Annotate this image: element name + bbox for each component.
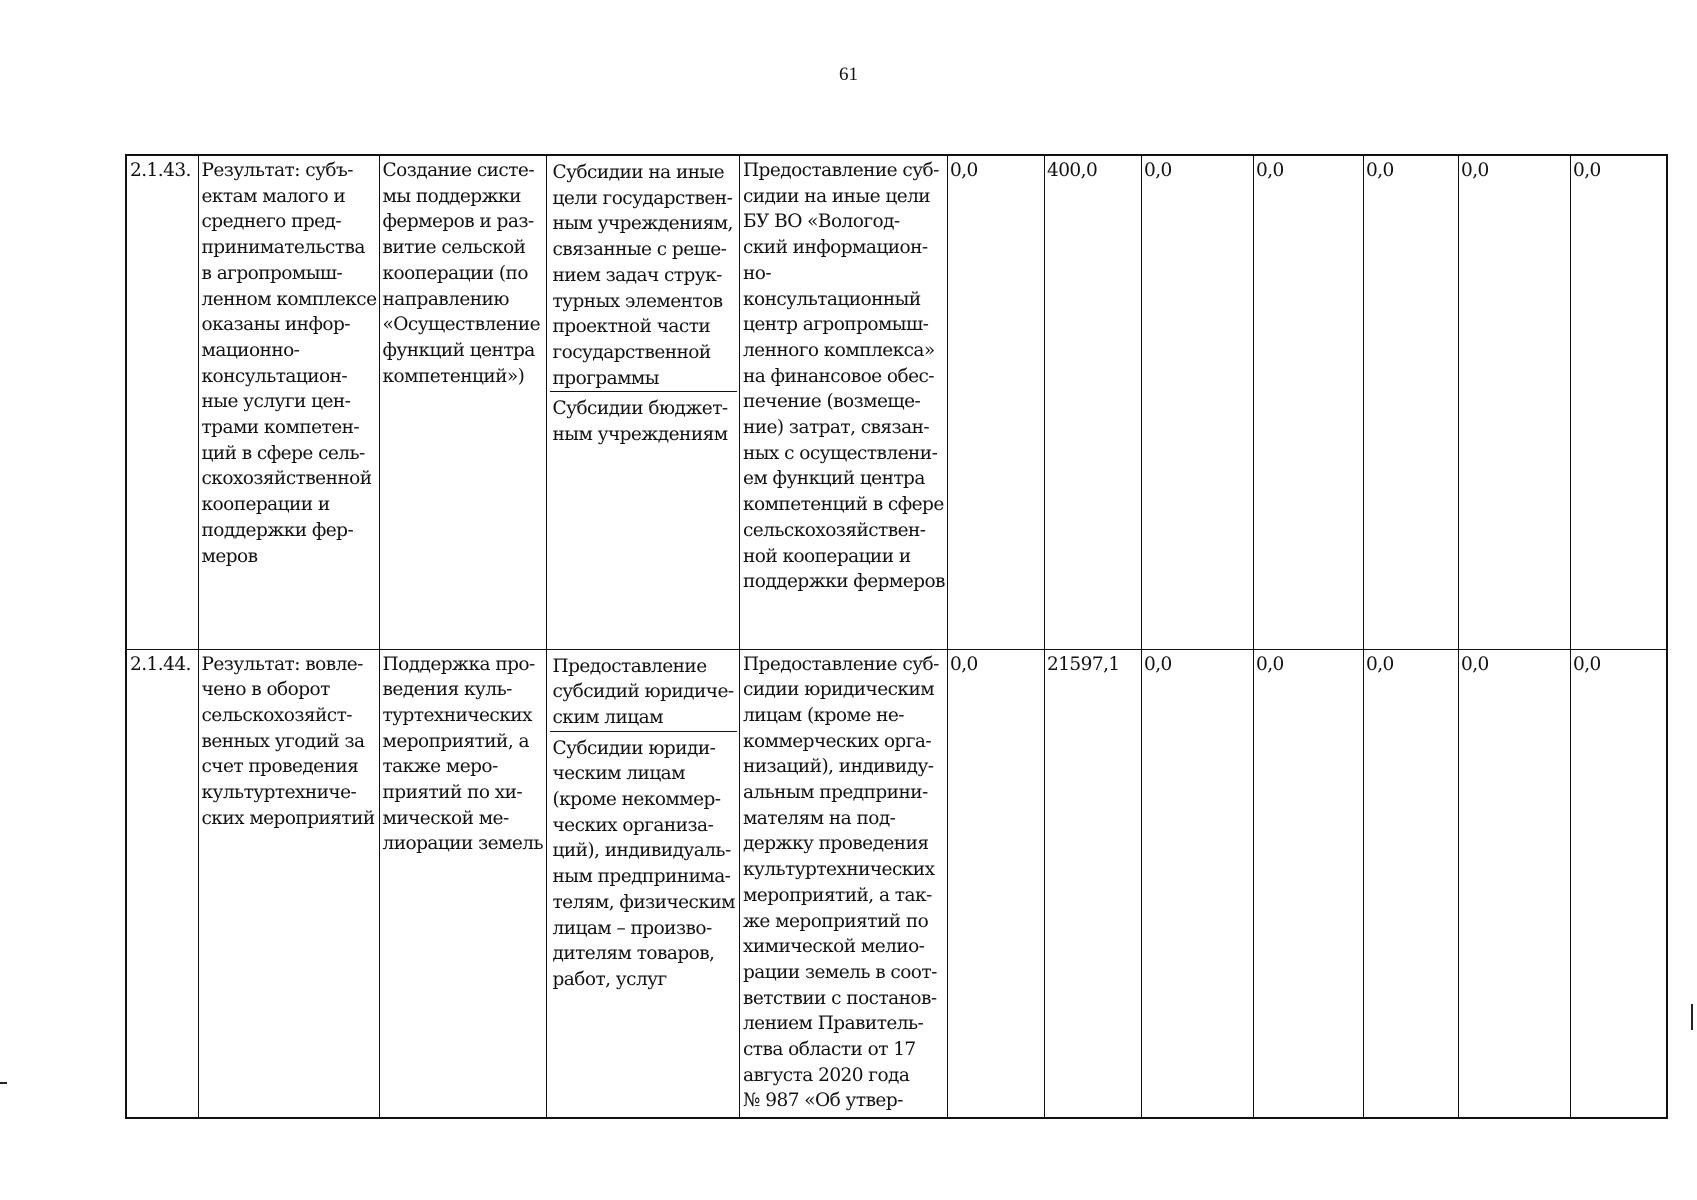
text-line: БУ ВО «Вологод- bbox=[742, 211, 900, 233]
value-cell bbox=[1458, 649, 1570, 1118]
text-line: поддержки фермеров bbox=[742, 571, 945, 593]
text-line: ский информацион- bbox=[742, 237, 928, 259]
text-line: Результат: вовле- bbox=[201, 653, 363, 675]
value-cell bbox=[1570, 649, 1667, 1118]
text-line: оказаны инфор- bbox=[201, 314, 350, 336]
text-line: ведения куль- bbox=[382, 679, 512, 701]
text-line: Предоставление суб- bbox=[742, 160, 939, 181]
text-line: компетенций в сфере bbox=[742, 494, 944, 516]
value-cell bbox=[1458, 155, 1570, 649]
text-line: культуртехниче- bbox=[201, 782, 357, 804]
text-line: меров bbox=[201, 545, 258, 567]
result-cell bbox=[198, 155, 379, 649]
text-line: ным предпринима- bbox=[552, 866, 731, 888]
text-line: Предоставление суб- bbox=[742, 653, 939, 675]
measure-cell bbox=[379, 155, 546, 649]
text-line: мы поддержки bbox=[382, 185, 521, 207]
text-line: ным учреждениям bbox=[552, 424, 728, 446]
text-line: Результат: субъ- bbox=[201, 160, 353, 181]
text-line: государственной bbox=[552, 341, 711, 363]
text-line: субсидий юридиче- bbox=[552, 681, 734, 703]
description-cell bbox=[739, 649, 947, 1118]
value-cell bbox=[1570, 155, 1667, 649]
value: 0,0 bbox=[949, 653, 978, 675]
text-line: низаций), индивиду- bbox=[742, 756, 934, 778]
text-line: (кроме некоммер- bbox=[552, 789, 721, 811]
value-cell bbox=[1363, 649, 1458, 1118]
description-cell bbox=[739, 155, 947, 649]
row-code-cell bbox=[126, 155, 198, 649]
text-line: программы bbox=[552, 367, 659, 389]
text-line: нием задач струк- bbox=[552, 264, 722, 286]
text-line: лиорации земель bbox=[382, 833, 543, 855]
text-line: ских мероприятий bbox=[201, 807, 375, 829]
text-line: работ, услуг bbox=[552, 968, 667, 990]
text-line: мателям на под- bbox=[742, 807, 896, 829]
text-line: проектной части bbox=[552, 316, 711, 338]
text-line: Субсидии на иные bbox=[552, 162, 725, 183]
row-code: 2.1.43. bbox=[130, 160, 191, 181]
text-line: счет проведения bbox=[201, 756, 359, 778]
text-line: лением Правитель- bbox=[742, 1013, 924, 1035]
text-line: ческим лицам bbox=[552, 763, 686, 785]
text-line: принимательства bbox=[201, 237, 365, 259]
subsidy-type bbox=[550, 158, 737, 392]
text-line: Поддержка про- bbox=[382, 653, 535, 675]
text-line: ектам малого и bbox=[201, 185, 346, 207]
subsidy-type-cell bbox=[546, 155, 739, 649]
text-line: альным предприни- bbox=[742, 782, 928, 804]
page-number: 61 bbox=[839, 64, 858, 85]
text-line: витие сельской bbox=[382, 237, 526, 259]
text-line: Субсидии бюджет- bbox=[552, 398, 728, 420]
text-line: сидии на иные цели bbox=[742, 185, 931, 207]
value-cell bbox=[1044, 649, 1141, 1118]
text-line: химической мелио- bbox=[742, 936, 925, 958]
value: 0,0 bbox=[1255, 160, 1284, 181]
text-line: кооперации и bbox=[201, 494, 330, 516]
text-line: центр агропромыш- bbox=[742, 314, 929, 336]
value-cell bbox=[1141, 155, 1253, 649]
text-line: коммерческих орга- bbox=[742, 730, 932, 752]
text-line: ческих организа- bbox=[552, 814, 714, 836]
text-line: ций), индивидуаль- bbox=[552, 840, 731, 862]
value-cell bbox=[1253, 649, 1363, 1118]
text-line: консультационный bbox=[742, 288, 921, 310]
text-line: но- bbox=[742, 262, 772, 284]
subsidy-type bbox=[550, 732, 737, 993]
row-code-cell bbox=[126, 649, 198, 1118]
value-cell bbox=[1253, 155, 1363, 649]
text-line: приятий по хи- bbox=[382, 782, 523, 804]
text-line: поддержки фер- bbox=[201, 519, 354, 541]
text-line: на финансовое обес- bbox=[742, 365, 934, 387]
text-line: трами компетен- bbox=[201, 417, 360, 439]
text-line: скохозяйственной bbox=[201, 468, 372, 490]
text-line: сельскохозяйст- bbox=[201, 704, 352, 726]
text-line: фермеров и раз- bbox=[382, 211, 534, 233]
text-line: венных угодий за bbox=[201, 730, 365, 752]
text-line: № 987 «Об утвер- bbox=[742, 1090, 903, 1112]
scan-edge-mark bbox=[0, 1082, 7, 1084]
text-line: держку проведения bbox=[742, 833, 929, 855]
text-line: лицам – произво- bbox=[552, 917, 712, 939]
value-cell bbox=[947, 155, 1044, 649]
text-line: Субсидии юриди- bbox=[552, 737, 716, 759]
text-line: печение (возмеще- bbox=[742, 391, 921, 413]
text-line: Создание систе- bbox=[382, 160, 535, 181]
text-line: ства области от 17 bbox=[742, 1039, 916, 1061]
text-line: сидии юридическим bbox=[742, 679, 935, 701]
value: 0,0 bbox=[1143, 160, 1172, 181]
text-line: рации земель в соот- bbox=[742, 961, 937, 983]
measure-cell bbox=[379, 649, 546, 1118]
text-line: также меро- bbox=[382, 756, 498, 778]
text-line: в агропромыш- bbox=[201, 262, 343, 284]
text-line: мационно- bbox=[201, 339, 300, 361]
text-line: ветствии с постанов- bbox=[742, 987, 937, 1009]
text-line: ем функций центра bbox=[742, 468, 925, 490]
value: 0,0 bbox=[1572, 160, 1601, 181]
text-line: ным учреждениям, bbox=[552, 213, 733, 235]
value: 0,0 bbox=[949, 160, 978, 181]
text-line: среднего пред- bbox=[201, 211, 342, 233]
text-line: ных с осуществлени- bbox=[742, 442, 938, 464]
value: 21597,1 bbox=[1046, 653, 1120, 675]
text-line: турных элементов bbox=[552, 290, 723, 312]
value-cell bbox=[1044, 155, 1141, 649]
text-line: мероприятий, а так- bbox=[742, 884, 932, 906]
text-line: дителям товаров, bbox=[552, 943, 715, 965]
text-line: сельскохозяйствен- bbox=[742, 519, 926, 541]
text-line: связанные с реше- bbox=[552, 239, 727, 261]
text-line: же мероприятий по bbox=[742, 910, 929, 932]
value: 0,0 bbox=[1255, 653, 1284, 675]
text-line: цели государствен- bbox=[552, 187, 733, 209]
text-line: ные услуги цен- bbox=[201, 391, 351, 413]
value: 0,0 bbox=[1572, 653, 1601, 675]
text-line: ной кооперации и bbox=[742, 545, 911, 567]
value: 0,0 bbox=[1365, 653, 1394, 675]
text-line: функций центра bbox=[382, 339, 535, 361]
value-cell bbox=[1363, 155, 1458, 649]
text-line: мической ме- bbox=[382, 807, 509, 829]
value: 0,0 bbox=[1143, 653, 1172, 675]
text-line: августа 2020 года bbox=[742, 1064, 910, 1086]
text-line: телям, физическим bbox=[552, 891, 735, 913]
text-line: ленном комплексе bbox=[201, 288, 377, 310]
text-line: «Осуществление bbox=[382, 314, 540, 336]
text-line: кооперации (по bbox=[382, 262, 528, 284]
text-line: ние) затрат, связан- bbox=[742, 417, 930, 439]
result-cell bbox=[198, 649, 379, 1118]
subsidy-type bbox=[550, 392, 737, 447]
text-line: Предоставление bbox=[552, 655, 707, 677]
text-line: туртехнических bbox=[382, 704, 532, 726]
text-line: чено в оборот bbox=[201, 679, 330, 701]
text-line: ским лицам bbox=[552, 706, 663, 728]
text-line: консультацион- bbox=[201, 365, 348, 387]
subsidy-type bbox=[550, 652, 737, 732]
subsidy-type-cell bbox=[546, 649, 739, 1118]
text-line: ций в сфере сель- bbox=[201, 442, 365, 464]
value: 0,0 bbox=[1460, 653, 1489, 675]
program-table bbox=[125, 154, 1668, 1119]
value: 0,0 bbox=[1365, 160, 1394, 181]
table-row bbox=[126, 155, 1667, 649]
value: 400,0 bbox=[1046, 160, 1098, 181]
table-row bbox=[126, 649, 1667, 1118]
text-line: культуртехнических bbox=[742, 859, 935, 881]
value-cell bbox=[947, 649, 1044, 1118]
text-line: компетенций») bbox=[382, 365, 525, 387]
text-line: ленного комплекса» bbox=[742, 339, 935, 361]
scan-edge-mark bbox=[1691, 1004, 1693, 1030]
text-line: лицам (кроме не- bbox=[742, 704, 904, 726]
text-line: мероприятий, а bbox=[382, 730, 529, 752]
value-cell bbox=[1141, 649, 1253, 1118]
row-code: 2.1.44. bbox=[130, 653, 191, 675]
value: 0,0 bbox=[1460, 160, 1489, 181]
text-line: направлению bbox=[382, 288, 509, 310]
